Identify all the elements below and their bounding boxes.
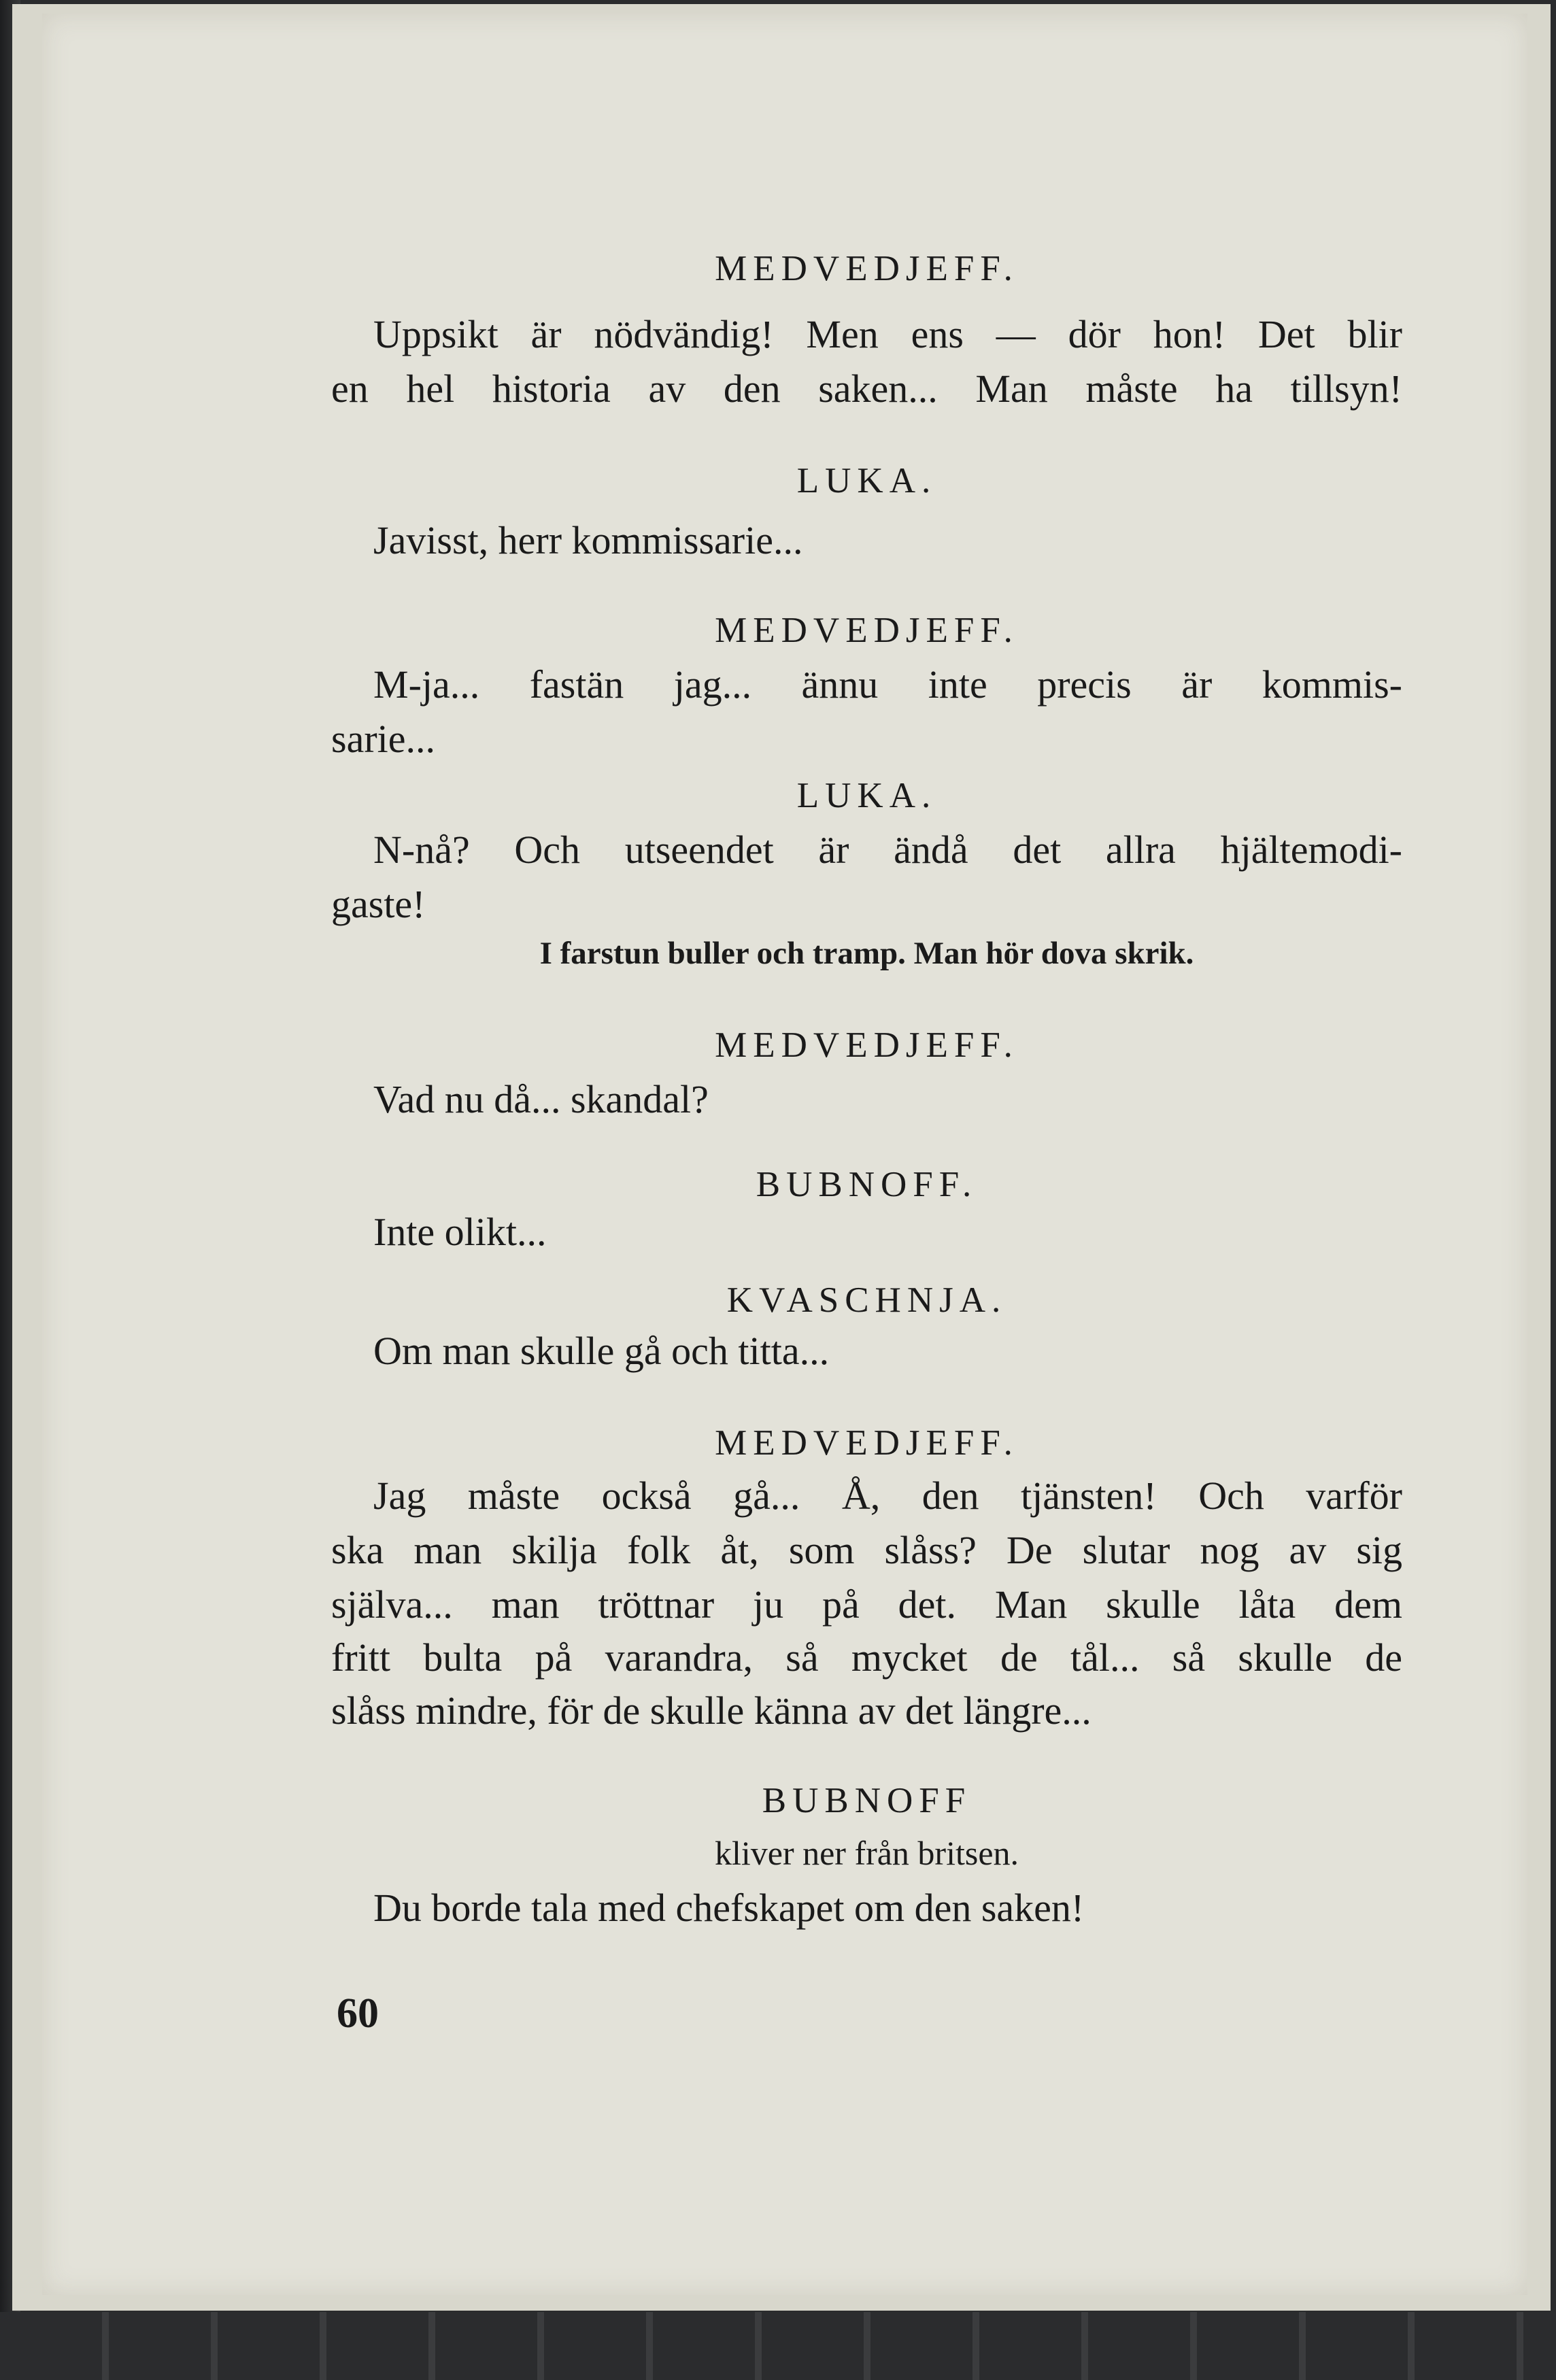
dialogue-line: fritt bulta på varandra, så mycket de tål... så skulle de <box>331 1635 1402 1680</box>
dialogue-line: gaste! <box>331 882 426 926</box>
speaker-name: MEDVEDJEFF. <box>715 249 1019 288</box>
dialogue-line: Om man skulle gå och titta... <box>373 1329 830 1373</box>
dialogue-line: slåss mindre, för de skulle känna av det längre... <box>331 1688 1092 1733</box>
stage-direction: kliver ner från britsen. <box>714 1834 1019 1872</box>
speaker-name: MEDVEDJEFF. <box>715 1423 1019 1463</box>
dialogue-line: Inte olikt... <box>373 1210 547 1254</box>
dialogue-line: M-ja... fastän jag... ännu inte precis är kommis- <box>373 662 1402 707</box>
dialogue-line: Uppsikt är nödvändig! Men ens — dör hon! Det blir <box>373 312 1402 356</box>
speaker-name: BUBNOFF. <box>756 1165 978 1204</box>
speaker-name: MEDVEDJEFF. <box>715 611 1019 650</box>
dialogue-line: Jag måste också gå... Å, den tjänsten! Och varför <box>373 1474 1402 1518</box>
dialogue-line: Javisst, herr kommissarie... <box>373 518 803 562</box>
dialogue-line: själva... man tröttnar ju på det. Man skulle låta dem <box>331 1582 1402 1627</box>
book-page <box>42 14 1527 2295</box>
dialogue-line: ska man skilja folk åt, som slåss? De slutar nog av sig <box>331 1528 1402 1572</box>
dialogue-line: Du borde tala med chefskapet om den saken! <box>373 1886 1085 1930</box>
page-number: 60 <box>337 1990 379 2037</box>
speaker-name: LUKA. <box>796 461 937 500</box>
dialogue-line: en hel historia av den saken... Man måste ha tillsyn! <box>331 367 1402 411</box>
stage-direction: I farstun buller och tramp. Man hör dova skrik. <box>539 936 1194 971</box>
dialogue-line: N-nå? Och utseendet är ändå det allra hjältemodi- <box>373 828 1402 872</box>
speaker-name: KVASCHNJA. <box>726 1280 1007 1320</box>
dialogue-line: Vad nu då... skandal? <box>373 1077 709 1121</box>
speaker-name: BUBNOFF <box>762 1781 972 1820</box>
speaker-name: MEDVEDJEFF. <box>715 1025 1019 1065</box>
cover-board-edge <box>0 2312 1556 2380</box>
speaker-name: LUKA. <box>796 776 937 815</box>
dialogue-line: sarie... <box>331 717 435 761</box>
